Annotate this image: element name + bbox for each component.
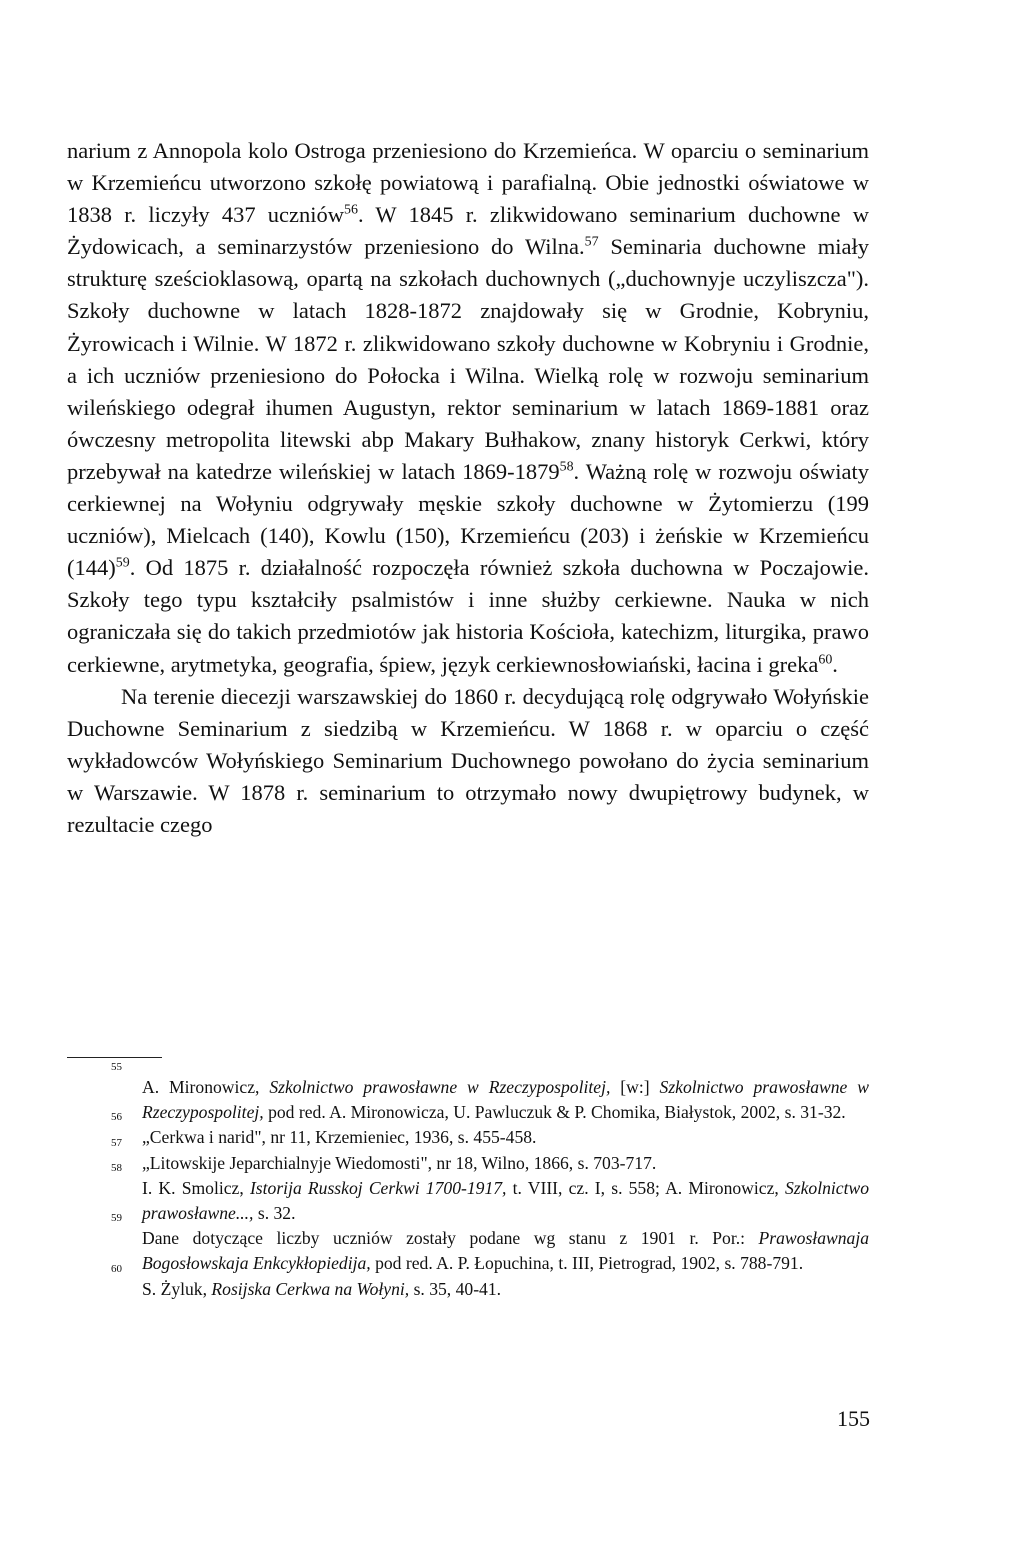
footnote-divider bbox=[67, 1057, 162, 1058]
footnote-text: [w:] bbox=[610, 1077, 660, 1097]
paragraph-text: . bbox=[832, 651, 838, 677]
footnote-text: S. Żyluk, bbox=[142, 1278, 212, 1299]
footnote-title: Istorija Russkoj Cerkwi 1700-1917, bbox=[249, 1177, 507, 1198]
page-number: 155 bbox=[837, 1406, 870, 1431]
footnote-text: Dane dotyczące liczby uczniów zostały podane wg stanu z 1901 r. Por.: bbox=[142, 1228, 759, 1249]
footnote-text: s. 32. bbox=[253, 1203, 296, 1224]
footnote-number: 59 bbox=[111, 1212, 122, 1225]
footnote-text: „Litowskije Jeparchialnyje Wiedomosti", nr 18, Wilno, 1866, s. 703-717. bbox=[142, 1152, 657, 1173]
paragraph-text: . Od 1875 r. działalność rozpoczęła również szkoła duchowna w Poczajowie. Szkoły tego typu kształciły psalmistów i inne służby cerkiewne. Nauka w nich ograniczała się do takich przedmiotów jak historia Kościoła, katechizm, liturgika, prawo cerkiewne, arytmetyka, geografia, śpiew, język cerkiewnosłowiański, łacina i greka bbox=[67, 555, 869, 677]
footnote-text: A. Mironowicz, bbox=[142, 1077, 270, 1097]
body-paragraph-1 bbox=[67, 135, 869, 681]
footnote-ref-59[interactable]: 59 bbox=[115, 555, 130, 571]
main-text bbox=[67, 135, 869, 841]
paragraph-text: Seminaria duchowne miały strukturę sześcioklasową, opartą na szkołach duchownych („duchownyje uczyliszcza"). Szkoły duchowne w latach 1828-1872 znajdowały się w Grodnie, Kobryniu, Żyrowicach i Wilnie. W 1872 r. zlikwidowano szkoły duchowne w Kobryniu i Grodnie, a ich uczniów przeniesiono do Połocka i Wilna. Wielką rolę w rozwoju seminarium wileńskiego odegrał ihumen Augustyn, rektor seminarium w latach 1869-1881 oraz ówczesny metropolita litewski abp Makary Bułhakow, znany historyk Cerkwi, który przebywał na katedrze wileńskiej w latach 1869-1879 bbox=[67, 234, 869, 484]
footnote-title: Szkolnictwo prawosławne..., bbox=[142, 1177, 870, 1224]
footnote-ref-57[interactable]: 57 bbox=[584, 234, 599, 250]
footnote-number: 55 bbox=[111, 1061, 122, 1073]
footnote-title: Szkolnictwo prawosławne w Rzeczypospolitej, bbox=[142, 1077, 869, 1123]
footnote-ref-56[interactable]: 56 bbox=[344, 202, 358, 218]
footnote-number: 56 bbox=[111, 1111, 122, 1124]
paragraph-text: . Ważną rolę w rozwoju oświaty cerkiewnej na Wołyniu odgrywały męskie szkoły duchowne w Żytomierzu (199 uczniów), Mielcach (140), Kowlu (150), Krzemieńcu (203) i żeńskie w Krzemieńcu (144) bbox=[67, 458, 869, 581]
footnote-text: I. K. Smolicz, bbox=[142, 1177, 250, 1198]
paragraph-text: narium z Annopola kolo Ostroga przeniesiono do Krzemieńca. W oparciu o seminarium w Krzemieńcu utworzono szkołę powiatową i parafialną. Obie jednostki oświatowe w 1838 r. liczyły 437 uczniów bbox=[67, 138, 869, 228]
footnote-number: 58 bbox=[111, 1161, 122, 1174]
body-paragraph-2: Na terenie diecezji warszawskiej do 1860 r. decydującą rolę odgrywało Wołyńskie Duchowne Seminarium z siedzibą w Krzemieńcu. W 1868 r. w oparciu o część wykładowców Wołyńskiego Seminarium Duchownego powołano do życia seminarium w Warszawie. W 1878 r. seminarium to otrzymało nowy dwupiętrowy budynek, w rezultacie czego bbox=[67, 683, 869, 837]
footnote-55 bbox=[111, 1061, 869, 1125]
footnote-title: Rosijska Cerkwa na Wołyni, bbox=[211, 1278, 410, 1299]
footnote-text: pod red. A. Mironowicza, U. Pawluczuk & P. Chomika, Białystok, 2002, s. 31-32. bbox=[263, 1102, 846, 1123]
footnote-text: „Cerkwa i narid", nr 11, Krzemieniec, 1936, s. 455-458. bbox=[142, 1127, 537, 1148]
footnote-ref-60[interactable]: 60 bbox=[818, 651, 833, 667]
footnote-text: t. VIII, cz. I, s. 558; A. Mironowicz, bbox=[506, 1177, 785, 1198]
footnote-ref-58[interactable]: 58 bbox=[559, 459, 574, 475]
footnote-title: Szkolnictwo prawosławne w Rzeczypospolitej, bbox=[269, 1077, 611, 1097]
footnote-title: Prawosławnaja Bogosłowskaja Enkcykłopiedija, bbox=[142, 1228, 869, 1274]
footnote-number: 60 bbox=[111, 1262, 122, 1275]
footnotes bbox=[111, 1061, 870, 1302]
footnote-text: pod red. A. P. Łopuchina, t. III, Pietrograd, 1902, s. 788-791. bbox=[370, 1253, 804, 1274]
paragraph-text: . W 1845 r. zlikwidowano seminarium duchowne w Żydowicach, a seminarzystów przeniesiono do Wilna. bbox=[67, 202, 869, 260]
footnote-number: 57 bbox=[111, 1136, 122, 1149]
footnote-text: s. 35, 40-41. bbox=[409, 1278, 502, 1299]
